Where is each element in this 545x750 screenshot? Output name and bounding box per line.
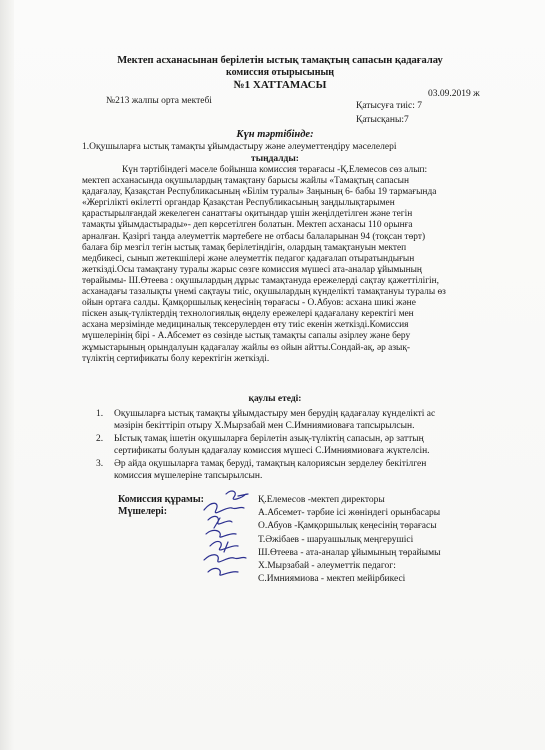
body-line: жеткізді.Осы тамақтану туралы жарыс сөзге комиссия мүшесі ата-аналар ұйымының [82, 264, 422, 275]
body-line: асханадағы тазалықты үнемі сақтауы тиіс, оқушылардың күнделікті тамақтануы туралы өз [82, 287, 446, 298]
decision-text-line2: комиссия мүшелеріне тапсырылсын. [114, 470, 263, 481]
heard-heading: тыңдалды: [251, 154, 299, 164]
attendance-present: Қатысқаны:7 [356, 115, 409, 125]
body-line: медбикесі, сынып жетекшілері және әлеуметтік педагог қадағалап отыратындығын [82, 253, 415, 264]
member-entry: О.Абуов -Қамқоршылық кеңесінің төрағасы [258, 521, 437, 532]
members-list [258, 494, 440, 586]
body-line: асхана мерзімінде медициналық тексерулерден өту тиіс екенін жеткізді.Комиссия [82, 320, 409, 331]
title-line-2: комиссия отырысының [225, 67, 335, 78]
body-line: төрайымы- Ш.Өтеева : оқушылардың дұрыс тамақтануда ережелерді сақтау қажеттілігін, [82, 275, 440, 286]
agenda-item: 1.Оқушыларға ыстық тамақты ұйымдастыру және әлеуметтендіру мәселелері [82, 142, 397, 152]
body-line: Күн тәртібіндегі мәселе бойынша комиссия төрағасы -Қ.Елемесов сөз алып: [122, 165, 428, 175]
body-line: балаға бір мезгіл тегін ыстық тамақ берілетіндігін, олардың тамақтануын мектеп [82, 242, 407, 253]
protocol-title: №1 ХАТТАМАСЫ [233, 79, 327, 91]
decision-text-line2: мәзірін бекіттіріп отыру Х.Мырзабай мен С.Имниямиоваға тапсырылсын. [114, 420, 415, 431]
decision-text-line1: Әр айда оқушыларға тамақ беруді, тамақтың калориясын зерделеу бекітілген [114, 459, 427, 469]
member-entry: А.Абсемет- тәрбие ісі жөніндегі орынбасары [258, 508, 441, 519]
member-entry: Ш.Өтеева - ата-аналар ұйымының төрайымы [258, 547, 441, 558]
body-line: мүшелерінің бірі - А.Абсемет өз сөзінде ыстық тамақты сапалы әзірлеу және беру [82, 331, 411, 342]
decision-number: 1. [96, 409, 104, 419]
member-entry: Х.Мырзабай - әлеуметтік педагог: [258, 561, 396, 572]
protocol-date: 03.09.2019 ж [428, 89, 480, 99]
decision-text-line1: Ыстық тамақ ішетін оқушыларға берілетін азық-түліктің сапасын, әр заттың [114, 434, 424, 444]
school-name: №213 жалпы орта мектебі [106, 96, 212, 106]
agenda-heading: Күн тәртібінде: [236, 129, 314, 140]
member-entry: Қ.Елемесов -мектеп директоры [258, 495, 385, 505]
decision-text-line2: сертификаты болуын қадағалау комиссия мүшесі С.Имниямиоваға жүктелсін. [114, 445, 430, 456]
body-line: түліктің сертификаты болу керектігін жеткізді. [82, 353, 270, 364]
body-line: мектеп асханасында оқушылардың тамақтану барысы жайлы «Тамақтың сапасын [82, 176, 410, 187]
member-entry: Т.Әжібаев - шаруашылық меңгерушісі [258, 534, 414, 545]
body-line: жұмыстарының орындалуын қадағалау жайлы өз ойын айтты.Сондай-ақ, әр азық- [82, 342, 411, 353]
body-line: қарастырылғандай жекелеген санаттағы оқитындар үшін жеңілдетілген және тегін [82, 209, 413, 220]
members-label: Мүшелері: [118, 506, 168, 517]
body-line: ойын ортаға салды. Қамқоршылық кеңесінің төрағасы - О.Абуов: асхана шикі және [82, 298, 416, 309]
attendance-required: Қатысуға тиіс: 7 [356, 101, 423, 111]
handwritten-signatures [198, 488, 260, 580]
scan-edge-shadow [0, 0, 14, 750]
member-entry: С.Имниямиова - мектеп мейірбикесі [258, 574, 406, 585]
decision-number: 3. [96, 459, 104, 469]
body-line: піскен азық-түліктердің технологиялық өңделу ережелері қадағалану керектігі мен [82, 309, 414, 320]
body-line: арналған. Қазіргі таңда әлеуметтік мәртебеге не отбасы балаларынан 94 (тоқсан төрт) [82, 231, 426, 242]
heard-body [82, 165, 502, 365]
decision-text-line1: Оқушыларға ыстық тамақты ұйымдастыру мен берудің қадағалау күнделікті ас [114, 409, 436, 419]
body-line: қадағалау, Қазақстан Республикасының «Білім туралы» Заңының 6- бабы 19 тармағында [82, 187, 437, 198]
decision-number: 2. [96, 434, 104, 444]
decided-heading: қаулы етеді: [248, 394, 302, 404]
body-line: тамақты ұйымдастырады»- деп көрсетілген болатын. Мектеп асханасы 110 орынға [82, 220, 413, 231]
title-line-1: Мектеп асханасынан берілетін ыстық тамақтың сапасын қадағалау [117, 55, 443, 66]
body-line: «Жергілікті өкілетті органдар Қазақстан Республикасының заңдылықтарымен [82, 198, 395, 209]
commission-composition-label: Комиссия құрамы: [118, 494, 204, 505]
